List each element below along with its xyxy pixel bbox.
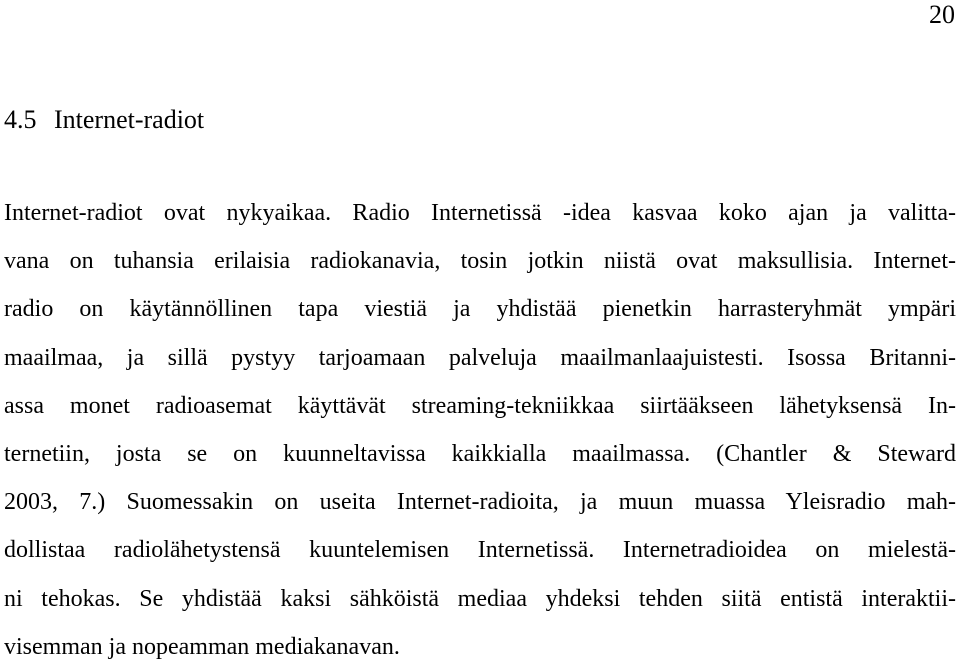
paragraph-line: dollistaa radiolähetystensä kuuntelemisen Internetissä. Internetradioidea on mielestä-: [4, 537, 956, 564]
paragraph-line: Internet-radiot ovat nykyaikaa. Radio Internetissä -idea kasvaa koko ajan ja valitta-: [4, 200, 956, 226]
section-number: 4.5: [4, 105, 37, 134]
paragraph-line: assa monet radioasemat käyttävät streaming-tekniikkaa siirtääkseen lähetyksensä In-: [4, 392, 956, 419]
paragraph-line: vana on tuhansia erilaisia radiokanavia, tosin jotkin niistä ovat maksullisia. Internet-: [4, 248, 956, 275]
paragraph-line: ni tehokas. Se yhdistää kaksi sähköistä mediaa yhdeksi tehden siitä entistä interaktii-: [4, 585, 956, 612]
section-heading: [4, 104, 204, 136]
section-title: Internet-radiot: [54, 105, 205, 134]
page-number: 20: [929, 0, 955, 29]
paragraph-line: radio on käytännöllinen tapa viestiä ja yhdistää pienetkin harrasteryhmät ympäri: [4, 296, 956, 323]
paragraph-line: maailmaa, ja sillä pystyy tarjoamaan palveluja maailmanlaajuistesti. Isossa Britanni-: [4, 344, 956, 371]
paragraph-line: visemman ja nopeamman mediakanavan.: [4, 633, 400, 660]
paragraph-line: 2003, 7.) Suomessakin on useita Internet-radioita, ja muun muassa Yleisradio mah-: [4, 489, 956, 516]
paragraph-line: ternetiin, josta se on kuunneltavissa kaikkialla maailmassa. (Chantler & Steward: [4, 440, 956, 467]
body-paragraph: [4, 189, 956, 671]
